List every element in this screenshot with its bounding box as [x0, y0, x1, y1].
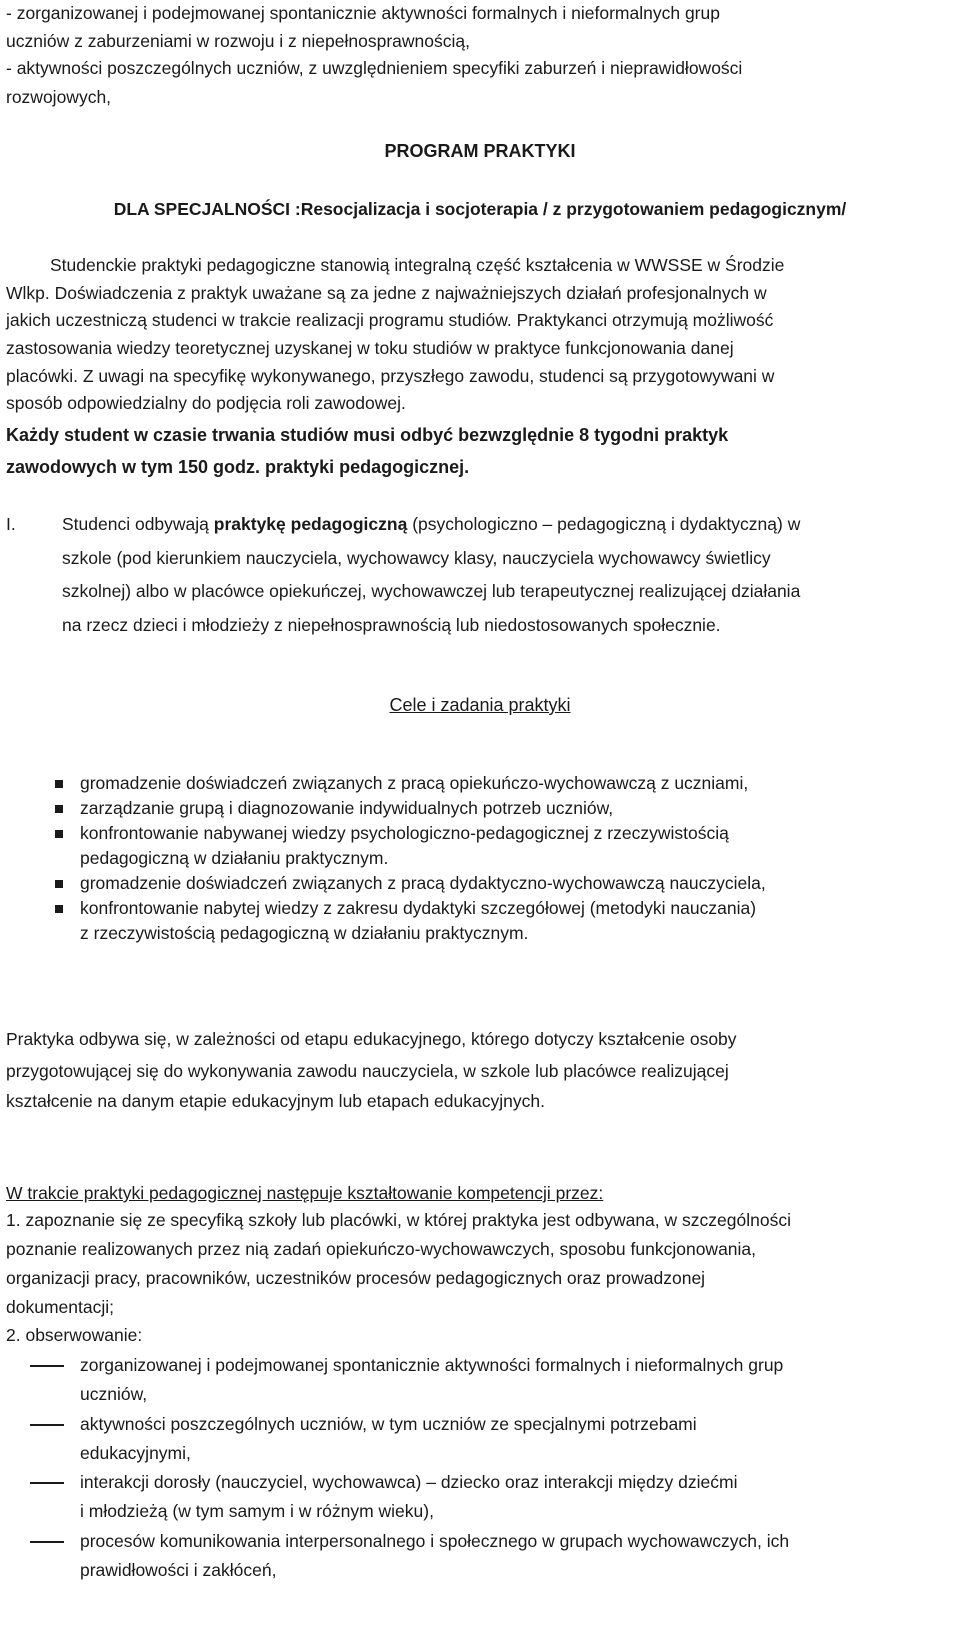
paragraph-line: przygotowującej się do wykonywania zawodu nauczyciela, w szkole lub placówce realizującej [6, 1061, 729, 1081]
section-text: Studenci odbywają [62, 514, 214, 534]
observation-item: zorganizowanej i podejmowanej spontanicznie aktywności formalnych i nieformalnych grup [80, 1355, 784, 1375]
goals-heading: Cele i zadania praktyki [389, 695, 571, 715]
competence-line: organizacji pracy, pracowników, uczestników procesów pedagogicznych oraz prowadzonej [6, 1268, 706, 1288]
competence-line: 2. obserwowanie: [6, 1325, 143, 1345]
goal-item: konfrontowanie nabywanej wiedzy psychologiczno-pedagogicznej z rzeczywistością [80, 823, 729, 843]
observation-item: procesów komunikowania interpersonalnego i społecznego w grupach wychowawczych, ich [80, 1531, 790, 1551]
paragraph-line: Praktyka odbywa się, w zależności od etapu edukacyjnego, którego dotyczy kształcenie osoby [6, 1029, 737, 1049]
competences-heading: W trakcie praktyki pedagogicznej następuje kształtowanie kompetencji przez: [6, 1183, 604, 1203]
paragraph-line: placówki. Z uwagi na specyfikę wykonywanego, przyszłego zawodu, studenci są przygotowywani w [6, 366, 775, 386]
page-subtitle: DLA SPECJALNOŚCI :Resocjalizacja i socjoterapia / z przygotowaniem pedagogicznym/ [113, 199, 847, 219]
section-numeral: I. [6, 514, 16, 534]
intro-line: - zorganizowanej i podejmowanej spontanicznie aktywności formalnych i nieformalnych grup [6, 3, 720, 23]
paragraph-line: zastosowania wiedzy teoretycznej uzyskanej w toku studiów w praktyce funkcjonowania danej [6, 338, 734, 358]
observation-item: interakcji dorosły (nauczyciel, wychowawca) – dziecko oraz interakcji między dziećmi [80, 1472, 738, 1492]
goal-item-continued: pedagogiczną w działaniu praktycznym. [80, 848, 389, 868]
square-bullet-icon [55, 805, 63, 813]
dash-bullet-icon [30, 1365, 64, 1367]
section-text: (psychologiczno – pedagogiczną i dydaktyczną) w [407, 514, 801, 534]
competence-line: 1. zapoznanie się ze specyfiką szkoły lub placówki, w której praktyka jest odbywana, w szczególności [6, 1210, 791, 1230]
competence-line: poznanie realizowanych przez nią zadań opiekuńczo-wychowawczych, sposobu funkcjonowania, [6, 1239, 757, 1259]
paragraph-line: Studenckie praktyki pedagogiczne stanowią integralną część kształcenia w WWSSE w Środzie [50, 255, 785, 275]
observation-item-continued: i młodzieżą (w tym samym i w różnym wieku), [80, 1501, 434, 1521]
paragraph-line: Wlkp. Doświadczenia z praktyk uważane są za jedne z najważniejszych działań profesjonalnych w [6, 283, 767, 303]
section-text-bold: praktykę pedagogiczną [213, 514, 408, 534]
goal-item-continued: z rzeczywistością pedagogiczną w działaniu praktycznym. [80, 923, 529, 943]
square-bullet-icon [55, 830, 63, 838]
section-line: szkolnej) albo w placówce opiekuńczej, wychowawczej lub terapeutycznej realizującej działania [62, 581, 801, 601]
goal-item: zarządzanie grupą i diagnozowanie indywidualnych potrzeb uczniów, [80, 798, 614, 818]
section-line: szkole (pod kierunkiem nauczyciela, wychowawcy klasy, nauczyciela wychowawcy świetlicy [62, 548, 771, 568]
dash-bullet-icon [30, 1541, 64, 1543]
intro-line: - aktywności poszczególnych uczniów, z uwzględnieniem specyfiki zaburzeń i nieprawidłowości [6, 58, 743, 78]
section-line [62, 513, 800, 535]
paragraph-bold-line: zawodowych w tym 150 godz. praktyki pedagogicznej. [6, 457, 470, 477]
observation-item: aktywności poszczególnych uczniów, w tym uczniów ze specjalnymi potrzebami [80, 1414, 697, 1434]
paragraph-bold-line: Każdy student w czasie trwania studiów musi odbyć bezwzględnie 8 tygodni praktyk [6, 425, 729, 445]
observation-item-continued: prawidłowości i zakłóceń, [80, 1560, 277, 1580]
dash-bullet-icon [30, 1424, 64, 1426]
paragraph-line: jakich uczestniczą studenci w trakcie realizacji programu studiów. Praktykanci otrzymują możliwość [6, 310, 774, 330]
goal-item: gromadzenie doświadczeń związanych z pracą opiekuńczo-wychowawczą z uczniami, [80, 773, 749, 793]
dash-bullet-icon [30, 1482, 64, 1484]
competence-line: dokumentacji; [6, 1297, 114, 1317]
square-bullet-icon [55, 780, 63, 788]
paragraph-line: kształcenie na danym etapie edukacyjnym lub etapach edukacyjnych. [6, 1091, 545, 1111]
paragraph-line: sposób odpowiedzialny do podjęcia roli zawodowej. [6, 393, 406, 413]
intro-line: uczniów z zaburzeniami w rozwoju i z niepełnosprawnością, [6, 31, 470, 51]
square-bullet-icon [55, 905, 63, 913]
observation-item-continued: uczniów, [80, 1384, 148, 1404]
page-title: PROGRAM PRAKTYKI [384, 141, 576, 161]
intro-line: rozwojowych, [6, 87, 112, 107]
section-line: na rzecz dzieci i młodzieży z niepełnosprawnością lub niedostosowanych społecznie. [62, 615, 721, 635]
square-bullet-icon [55, 880, 63, 888]
observation-item-continued: edukacyjnymi, [80, 1443, 191, 1463]
goal-item: konfrontowanie nabytej wiedzy z zakresu dydaktyki szczegółowej (metodyki nauczania) [80, 898, 757, 918]
goal-item: gromadzenie doświadczeń związanych z pracą dydaktyczno-wychowawczą nauczyciela, [80, 873, 766, 893]
